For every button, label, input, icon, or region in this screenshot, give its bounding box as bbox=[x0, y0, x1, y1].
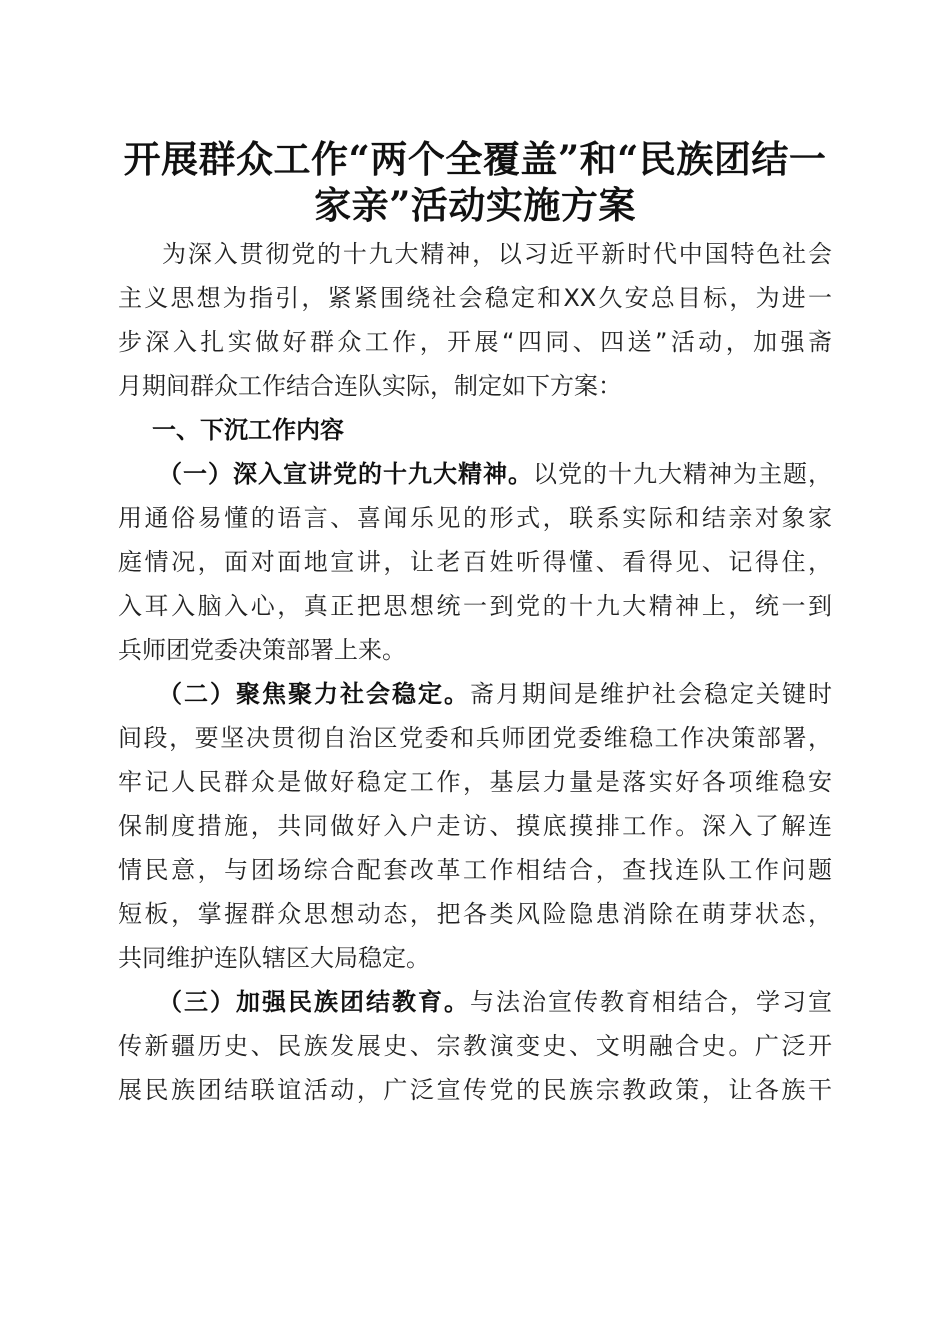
intro-line-2: 主义思想为指引，紧紧围绕社会稳定和XX久安总目标，为进一 bbox=[118, 284, 832, 312]
item-1-first-line bbox=[118, 452, 832, 496]
item-3-first-line-rest: 与法治宣传教育相结合，学习宣 bbox=[470, 988, 832, 1016]
intro-line-4: 月期间群众工作结合连队实际，制定如下方案： bbox=[118, 372, 622, 400]
item-3-line-3: 展民族团结联谊活动，广泛宣传党的民族宗教政策，让各族干 bbox=[118, 1076, 832, 1104]
item-2-first-line-rest: 斋月期间是维护社会稳定关键时 bbox=[470, 680, 832, 708]
item-2-line-7: 共同维护连队辖区大局稳定。 bbox=[118, 944, 430, 972]
item-2-line-2: 间段，要坚决贯彻自治区党委和兵师团党委维稳工作决策部署， bbox=[118, 724, 832, 752]
item-1-line-5: 兵师团党委决策部署上来。 bbox=[118, 636, 406, 664]
document-title bbox=[100, 136, 850, 228]
item-1-line-2: 用通俗易懂的语言、喜闻乐见的形式，联系实际和结亲对象家 bbox=[118, 504, 832, 532]
item-1-lead: （一）深入宣讲党的十九大精神。 bbox=[158, 460, 533, 488]
title-line-2: 家亲”活动实施方案 bbox=[314, 183, 636, 227]
item-2-lead: （二）聚焦聚力社会稳定。 bbox=[158, 680, 470, 708]
item-1-line-3: 庭情况，面对面地宣讲，让老百姓听得懂、看得见、记得住， bbox=[118, 548, 832, 576]
document-body bbox=[118, 232, 832, 1112]
item-2-line-5: 情民意，与团场综合配套改革工作相结合，查找连队工作问题 bbox=[118, 856, 832, 884]
item-2-line-3: 牢记人民群众是做好稳定工作，基层力量是落实好各项维稳安 bbox=[118, 768, 832, 796]
item-1-first-line-rest: 以党的十九大精神为主题， bbox=[533, 460, 832, 488]
intro-line-1: 为深入贯彻党的十九大精神，以习近平新时代中国特色社会 bbox=[162, 240, 832, 268]
item-3-lead: （三）加强民族团结教育。 bbox=[158, 988, 470, 1016]
item-3-line-2: 传新疆历史、民族发展史、宗教演变史、文明融合史。广泛开 bbox=[118, 1032, 832, 1060]
item-2-line-6: 短板，掌握群众思想动态，把各类风险隐患消除在萌芽状态， bbox=[118, 900, 832, 928]
section-1-heading: 一、下沉工作内容 bbox=[152, 416, 344, 444]
item-2-first-line bbox=[118, 672, 832, 716]
item-1-line-4: 入耳入脑入心，真正把思想统一到党的十九大精神上，统一到 bbox=[118, 592, 832, 620]
title-line-1: 开展群众工作“两个全覆盖”和“民族团结一 bbox=[123, 137, 827, 181]
item-2-line-4: 保制度措施，共同做好入户走访、摸底摸排工作。深入了解连 bbox=[118, 812, 832, 840]
intro-line-3: 步深入扎实做好群众工作，开展“四同、四送”活动，加强斋 bbox=[118, 328, 832, 356]
item-3-first-line bbox=[118, 980, 832, 1024]
